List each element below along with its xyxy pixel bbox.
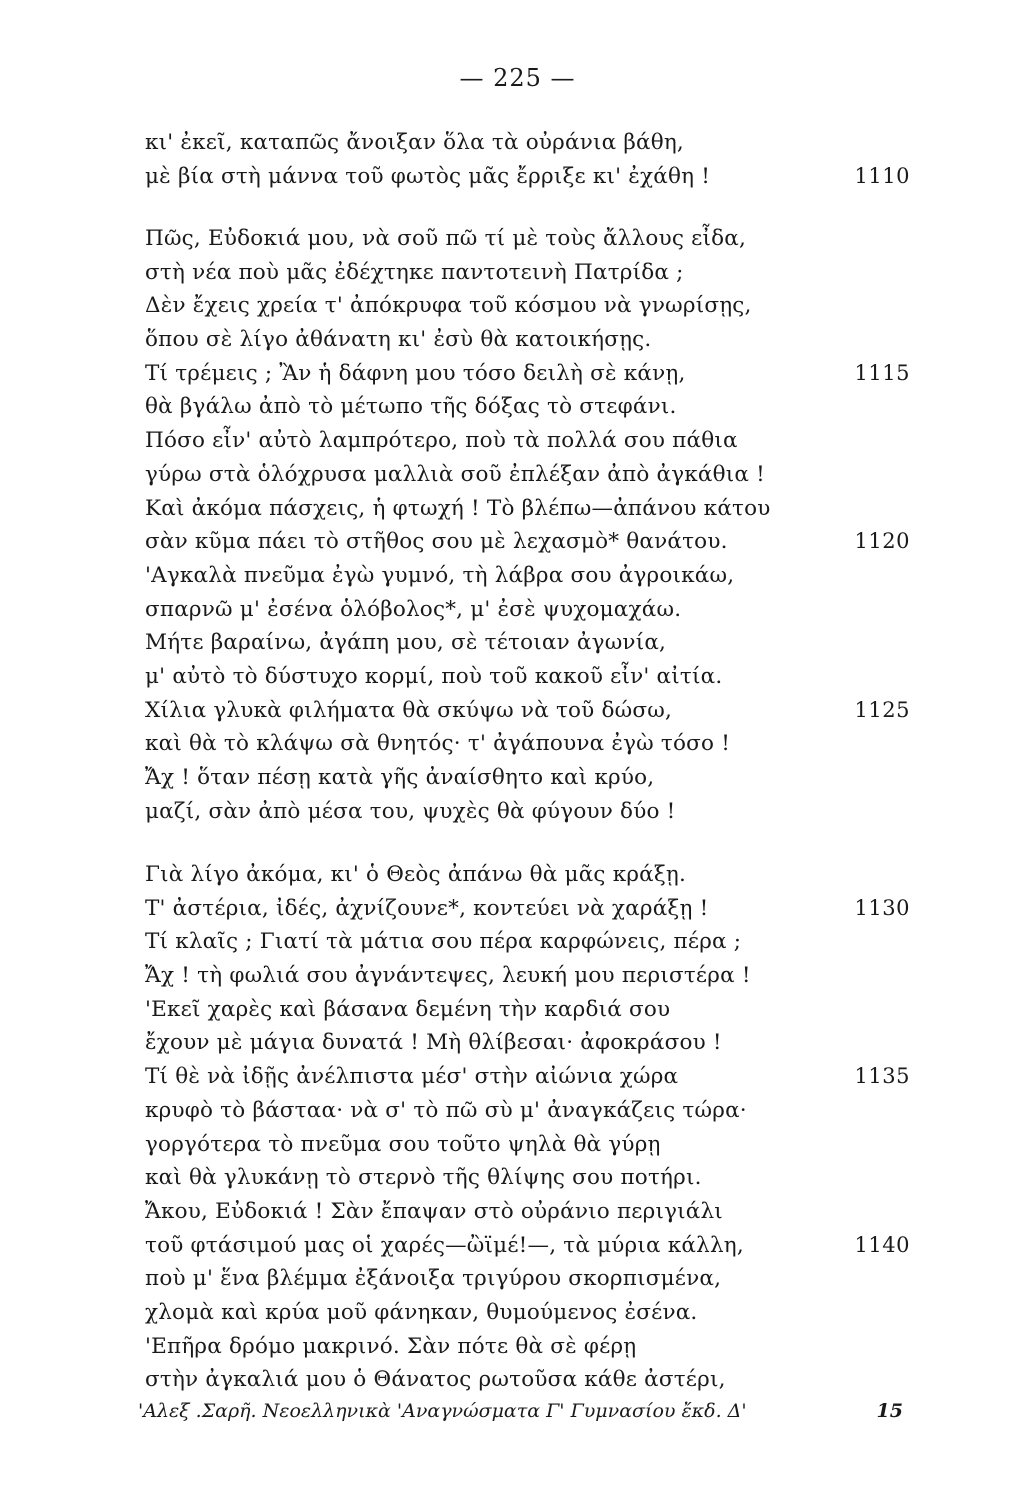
verse-line <box>145 1161 910 1195</box>
verse-line <box>145 1229 910 1263</box>
verse-line <box>145 761 910 795</box>
verse-text: Τί θὲ νὰ ἰδῇς ἀνέλπιστα μέσ' στὴν αἰώνια χώρα <box>145 1064 679 1090</box>
verse-text: Τ' ἀστέρια, ἰδές, ἀχνίζουνε*, κοντεύει νὰ χαράξῃ ! <box>145 895 709 921</box>
footer-citation: 'Αλεξ .Σαρῆ. Νεοελληνικὰ 'Αναγνώσματα Γ' Γυμνασίου ἔκδ. Δ' <box>138 1400 747 1422</box>
verse-text: Χίλια γλυκὰ φιλήματα θὰ σκύψω νὰ τοῦ δώσω, <box>145 697 673 723</box>
verse-line <box>145 160 910 194</box>
verse-line <box>145 959 910 993</box>
verse-text: μὲ βία στὴ μάννα τοῦ φωτὸς μᾶς ἔρριξε κι' ἐχάθη ! <box>145 163 711 189</box>
verse-line <box>145 694 910 728</box>
verse-text: μ' αὐτὸ τὸ δύστυχο κορμί, ποὺ τοῦ κακοῦ εἶν' αἰτία. <box>145 663 723 689</box>
verse-text: Ἄχ ! τὴ φωλιά σου ἀγνάντεψες, λευκή μου περιστέρα ! <box>145 963 751 989</box>
verse-text: Τί τρέμεις ; Ἂν ἡ δάφνη μου τόσο δειλὴ σὲ κάνῃ, <box>145 360 686 386</box>
stanza <box>145 858 910 1397</box>
stanza <box>145 222 910 828</box>
verse-text: ὅπου σὲ λίγο ἀθάνατη κι' ἐσὺ θὰ κατοικήσῃς. <box>145 327 652 353</box>
verse-text: στὴ νέα ποὺ μᾶς ἐδέχτηκε παντοτεινὴ Πατρίδα ; <box>145 259 684 285</box>
verse-line <box>145 222 910 256</box>
verse-line <box>145 424 910 458</box>
line-number: 1140 <box>854 1232 910 1257</box>
line-number: 1120 <box>854 529 910 554</box>
verse-text: καὶ θὰ γλυκάνῃ τὸ στερνὸ τῆς θλίψης σου ποτήρι. <box>145 1165 702 1191</box>
verse-line <box>145 256 910 290</box>
stanza <box>145 126 910 193</box>
verse-line <box>145 858 910 892</box>
verse-text: σπαρνῶ μ' ἐσένα ὁλόβολος*, μ' ἐσὲ ψυχομαχάω. <box>145 596 682 622</box>
verse-line <box>145 892 910 926</box>
verse-text: τοῦ φτάσιμού μας οἱ χαρές—ὢϊμέ!—, τὰ μύρια κάλλη, <box>145 1232 744 1258</box>
verse-text: μαζί, σὰν ἀπὸ μέσα του, ψυχὲς θὰ φύγουν δύο ! <box>145 798 676 824</box>
verse-text: Δὲν ἔχεις χρεία τ' ἀπόκρυφα τοῦ κόσμου νὰ γνωρίσῃς, <box>145 293 752 319</box>
verse-text: 'Επῆρα δρόμο μακρινό. Σὰν πότε θὰ σὲ φέρῃ <box>145 1333 637 1359</box>
verse-line <box>145 525 910 559</box>
verse-line <box>145 492 910 526</box>
verse-text: θὰ βγάλω ἀπὸ τὸ μέτωπο τῆς δόξας τὸ στεφάνι. <box>145 394 677 420</box>
verse-line <box>145 727 910 761</box>
line-number: 1130 <box>854 895 910 920</box>
verse-line <box>145 126 910 160</box>
verse-text: κι' ἐκεῖ, καταπῶς ἄνοιξαν ὅλα τὰ οὐράνια βάθη, <box>145 130 684 155</box>
verse-text: Γιὰ λίγο ἀκόμα, κι' ὁ Θεὸς ἀπάνω θὰ μᾶς κράξῃ. <box>145 862 687 887</box>
verse-text: Τί κλαῖς ; Γιατί τὰ μάτια σου πέρα καρφώνεις, πέρα ; <box>145 929 742 955</box>
line-number: 1125 <box>854 697 910 722</box>
verse-line <box>145 626 910 660</box>
verse-text: καὶ θὰ τὸ κλάψω σὰ θνητός· τ' ἀγάπουνα ἐγὼ τόσο ! <box>145 731 731 757</box>
verse-line <box>145 1094 910 1128</box>
verse-line <box>145 323 910 357</box>
verse-text: χλομὰ καὶ κρύα μοῦ φάνηκαν, θυμούμενος ἐσένα. <box>145 1299 698 1325</box>
line-number: 1110 <box>854 163 910 188</box>
verse-line <box>145 660 910 694</box>
signature-number: 15 <box>876 1400 903 1422</box>
verse-text: στὴν ἀγκαλιά μου ὁ Θάνατος ρωτοῦσα κάθε ἀστέρι, <box>145 1367 726 1393</box>
verse-text: Πόσο εἶν' αὐτὸ λαμπρότερο, ποὺ τὰ πολλά σου πάθια <box>145 428 738 454</box>
verse-line <box>145 925 910 959</box>
verse-text: Μήτε βαραίνω, ἀγάπη μου, σὲ τέτοιαν ἀγωνία, <box>145 630 667 656</box>
verse-line <box>145 559 910 593</box>
footer <box>138 1400 903 1422</box>
verse-text: Ἄχ ! ὅταν πέσῃ κατὰ γῆς ἀναίσθητο καὶ κρύο, <box>145 765 655 790</box>
verse-text: ποὺ μ' ἕνα βλέμμα ἐξάνοιξα τριγύρου σκορπισμένα, <box>145 1266 722 1292</box>
verse-line <box>145 593 910 627</box>
verse-line <box>145 993 910 1027</box>
verse-text: γοργότερα τὸ πνεῦμα σου τοῦτο ψηλὰ θὰ γύρῃ <box>145 1131 661 1157</box>
line-number: 1115 <box>854 360 910 385</box>
verse-line <box>145 1363 910 1397</box>
verse-line <box>145 1060 910 1094</box>
verse-text: ἔχουν μὲ μάγια δυνατά ! Μὴ θλίβεσαι· ἀφοκράσου ! <box>145 1030 722 1056</box>
verse-line <box>145 289 910 323</box>
verse-line <box>145 1026 910 1060</box>
verse-line <box>145 1128 910 1162</box>
line-number: 1135 <box>854 1064 910 1089</box>
verse-text: γύρω στὰ ὁλόχρυσα μαλλιὰ σοῦ ἐπλέξαν ἀπὸ ἀγκάθια ! <box>145 461 765 487</box>
verse-text: Ἄκου, Εὐδοκιά ! Σὰν ἔπαψαν στὸ οὐράνιο περιγιάλι <box>145 1198 723 1224</box>
verse-line <box>145 458 910 492</box>
verse-line <box>145 390 910 424</box>
verse-line <box>145 1296 910 1330</box>
verse-text: κρυφὸ τὸ βάσταα· νὰ σ' τὸ πῶ σὺ μ' ἀναγκάζεις τώρα· <box>145 1097 747 1123</box>
page-number: — 225 — <box>459 64 576 92</box>
verse-line <box>145 1195 910 1229</box>
verse-text: Καὶ ἀκόμα πάσχεις, ἡ φτωχή ! Τὸ βλέπω—ἀπάνου κάτου <box>145 495 771 521</box>
verse-text: 'Αγκαλὰ πνεῦμα ἐγὼ γυμνό, τὴ λάβρα σου ἀγροικάω, <box>145 562 735 588</box>
verse-line <box>145 1262 910 1296</box>
verse-line <box>145 357 910 391</box>
verse-line <box>145 795 910 829</box>
verse-text: σὰν κῦμα πάει τὸ στῆθος σου μὲ λεχασμὸ* θανάτου. <box>145 529 728 555</box>
verse-text: Πῶς, Εὐδοκιά μου, νὰ σοῦ πῶ τί μὲ τοὺς ἄλλους εἶδα, <box>145 226 746 251</box>
verse-text: 'Εκεῖ χαρὲς καὶ βάσανα δεμένη τὴν καρδιά σου <box>145 996 671 1022</box>
verse-line <box>145 1330 910 1364</box>
